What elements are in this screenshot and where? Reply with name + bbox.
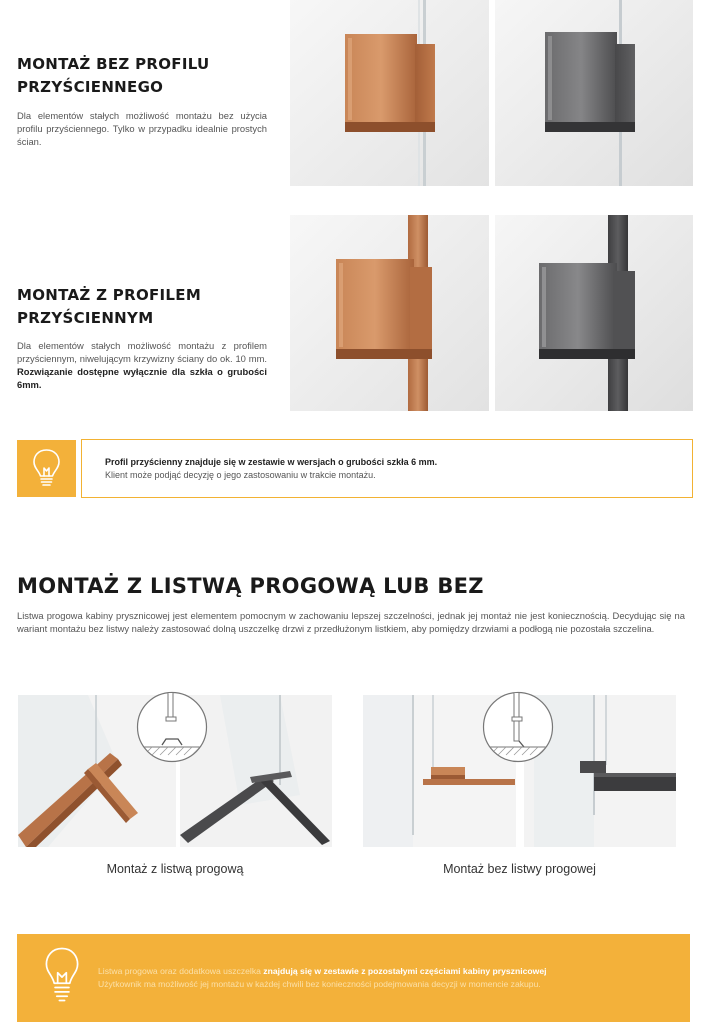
caption-with-threshold: Montaż z listwą progową — [106, 862, 244, 876]
section1-title — [17, 53, 277, 99]
section1-title-line1: MONTAŻ BEZ PROFILU — [17, 55, 210, 73]
photo-graphite-hinge-no-profile — [495, 0, 693, 186]
lightbulb-icon — [36, 943, 88, 1013]
photo-graphite-hinge-with-profile — [495, 215, 693, 411]
tip1-line1: Profil przyścienny znajduje się w zestawie w wersjach o grubości szkła 6 mm. — [105, 457, 438, 467]
caption-without-threshold: Montaż bez listwy progowej — [443, 862, 596, 876]
section2-description-text: Dla elementów stałych możliwość montażu z profilem przyściennym, niwelującym krzywizny ściany do ok. 10 mm. — [17, 340, 267, 364]
tip2-text — [98, 965, 678, 991]
tip2-banner — [17, 934, 690, 1022]
tip1-line2: Klient może podjąć decyzję o jego zastosowaniu w trakcie montażu. — [105, 470, 376, 480]
diagram-no-threshold-section — [482, 691, 554, 763]
tip1-icon-block — [17, 440, 76, 497]
section2-title-line2: PRZYŚCIENNYM — [17, 309, 154, 327]
section2-description-bold: Rozwiązanie dostępne wyłącznie dla szkła o grubości 6mm. — [17, 366, 267, 390]
tip2-line2: Użytkownik ma możliwość jej montażu w każdej chwili bez konieczności podejmowania decyzji w momencie zakupu. — [98, 979, 541, 989]
section2-title-line1: MONTAŻ Z PROFILEM — [17, 286, 202, 304]
section1-title-line2: PRZYŚCIENNEGO — [17, 78, 164, 96]
tip2-line1-bold: znajdują się w zestawie z pozostałymi częściami kabiny prysznicowej — [263, 966, 547, 976]
section2-title — [17, 284, 277, 330]
tip2-line1-start: Listwa progowa oraz dodatkowa uszczelka — [98, 966, 264, 976]
tip1-text — [105, 456, 675, 482]
section2-description — [17, 339, 267, 391]
diagram-threshold-strip-section — [136, 691, 208, 763]
photo-copper-hinge-no-profile — [290, 0, 489, 186]
tip2-line1 — [98, 965, 678, 978]
tip1-box — [81, 439, 693, 498]
photo-copper-hinge-with-profile — [290, 215, 489, 411]
lightbulb-icon — [17, 440, 76, 497]
section3-title: MONTAŻ Z LISTWĄ PROGOWĄ LUB BEZ — [17, 574, 484, 598]
section3-description: Listwa progowa kabiny prysznicowej jest elementem pomocnym w zachowaniu lepszej szczelności, jednak jej montaż nie jest koniecznością. Decydując się na wariant montażu bez listwy należy zastosować dolną uszczelkę drzwi z przedłużonym listkiem, aby pomiędzy drzwiami a podłogą nie pozostała szczelina. — [17, 610, 685, 634]
section1-description: Dla elementów stałych możliwość montażu bez użycia profilu przyściennego. Tylko w przypadku idealnie prostych ścian. — [17, 110, 267, 147]
